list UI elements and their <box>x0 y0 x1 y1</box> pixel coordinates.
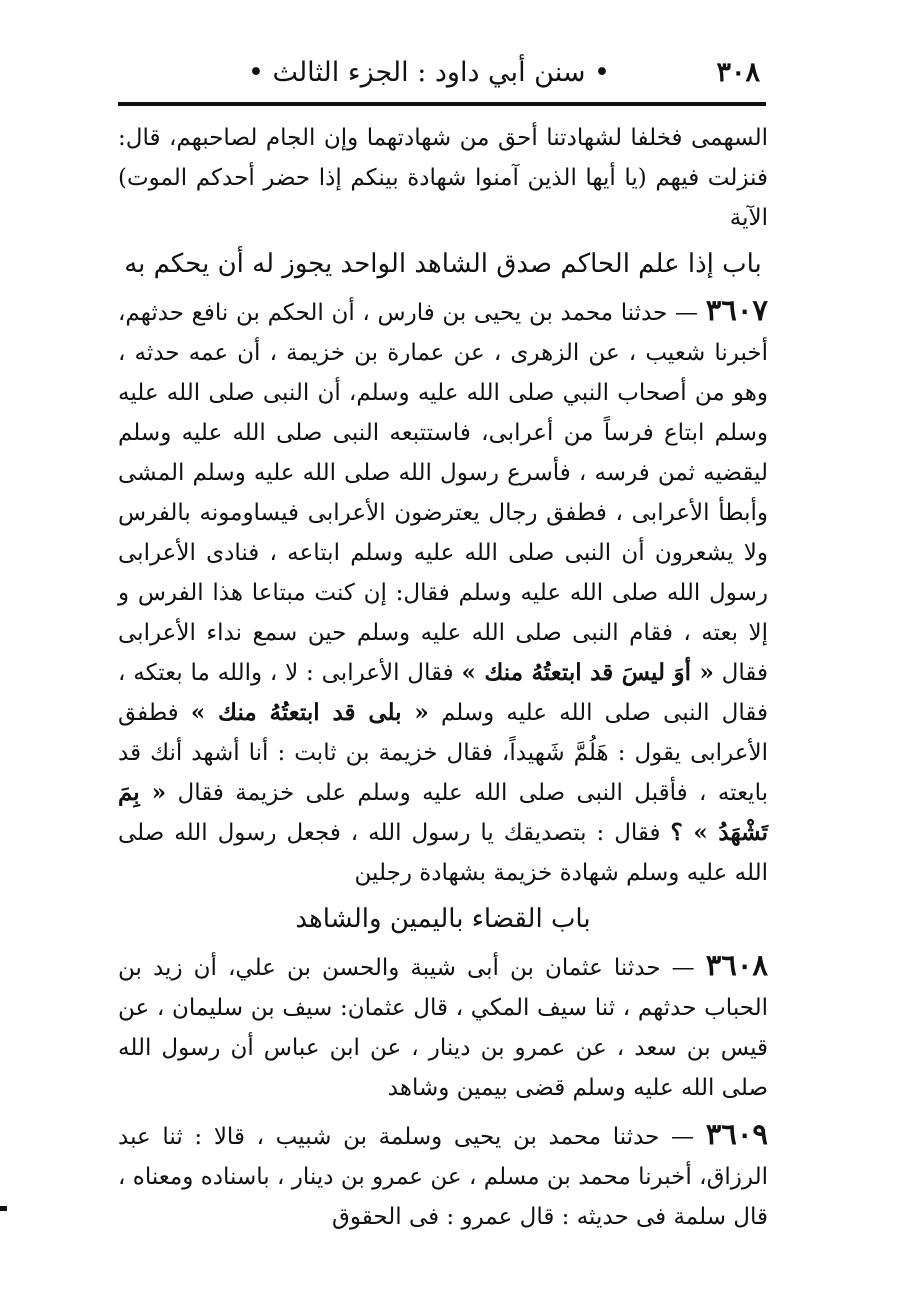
prophet-quote: « بِمَ تَشْهَدُ » ؟ <box>118 779 769 846</box>
hadith-3607 <box>118 290 768 893</box>
running-title: • سنن أبي داود : الجزء الثالث • <box>247 57 610 88</box>
hadith-text: فقال : بتصديقك يا رسول الله ، فجعل رسول الله صلى الله عليه وسلم شهادة خزيمة بشهادة رجلين <box>118 820 768 886</box>
page-number: ٣٠٨ <box>716 57 760 88</box>
hadith-text: حدثنا محمد بن يحيى وسلمة بن شبيب ، قالا : ثنا عبد الرزاق، أخبرنا محمد بن مسلم ، عن عمرو بن دينار ، باسناده ومعناه ، قال سلمة فى حديثه : قال عمرو : فى الحقوق <box>118 1124 768 1230</box>
section-title-2: باب القضاء باليمين والشاهد <box>295 904 591 934</box>
hadith-text: فقال الأعرابى : لا ، والله ما بعتكه ، فقال النبى صلى الله عليه وسلم <box>118 660 769 726</box>
intro-paragraph: السهمى فخلفا لشهادتنا أحق من شهادتهما وإن الجام لصاحبهم، قال: فنزلت فيهم (يا أيها الذين آمنوا شهادة بينكم إذا حضر أحدكم الموت) الآية <box>118 125 768 231</box>
hadith-number: ٣٦٠٧ <box>705 293 769 327</box>
hadith-3608 <box>118 945 768 1108</box>
hadith-dash: — <box>675 300 699 326</box>
hadith-dash: — <box>671 1124 695 1150</box>
hadith-number: ٣٦٠٩ <box>705 1117 769 1151</box>
header-rule <box>118 102 766 106</box>
hadith-3609 <box>118 1114 768 1237</box>
page-header <box>120 48 760 98</box>
prophet-quote: « أوَ ليسَ قد ابتعتُهُ منك » <box>461 659 714 686</box>
hadith-number: ٣٦٠٨ <box>705 948 769 982</box>
hadith-text: حدثنا محمد بن يحيى بن فارس ، أن الحكم بن نافع حدثهم، أخبرنا شعيب ، عن الزهرى ، عن عمارة بن خزيمة ، أن عمه حدثه ، وهو من أصحاب النبي صلى الله عليه وسلم، أن النبى صلى الله عليه وسلم ابتاع فرساً من أعرابى، فاستتبعه النبى صلى الله عليه وسلم ليقضيه ثمن فرسه ، فأسرع رسول الله صلى الله عليه وسلم المشى وأبطأ الأعرابى ، فطفق رجال يعترضون الأعرابى فيساومونه بالفرس ولا يشعرون أن النبى صلى الله عليه وسلم ابتاعه ، فنادى الأعرابى رسول الله صلى الله عليه وسلم فقال: إن كنت مبتاعا هذا الفرس و إلا بعته ، فقام النبى صلى الله عليه وسلم حين سمع نداء الأعرابى فقال <box>118 300 769 686</box>
margin-mark <box>0 1206 7 1211</box>
hadith-text: حدثنا عثمان بن أبى شيبة والحسن بن علي، أن زيد بن الحباب حدثهم ، ثنا سيف المكي ، قال عثمان: سيف بن سليمان ، عن قيس بن سعد ، عن عمرو بن دينار ، عن ابن عباس أن رسول الله صلى الله عليه وسلم قضى بيمين وشاهد <box>118 955 768 1101</box>
prophet-quote: « بلى قد ابتعتُهُ منك » <box>190 699 429 726</box>
section-title-1: باب إذا علم الحاكم صدق الشاهد الواحد يجوز له أن يحكم به <box>124 249 762 279</box>
hadith-dash: — <box>671 955 695 981</box>
hadith-text: فطفق الأعرابى يقول : هَلُمَّ شَهيداً، فقال خزيمة بن ثابت : أنا أشهد أنك قد بايعته ، فأقبل النبى صلى الله عليه وسلم على خزيمة فقال <box>118 700 768 806</box>
page-body <box>118 118 768 1237</box>
